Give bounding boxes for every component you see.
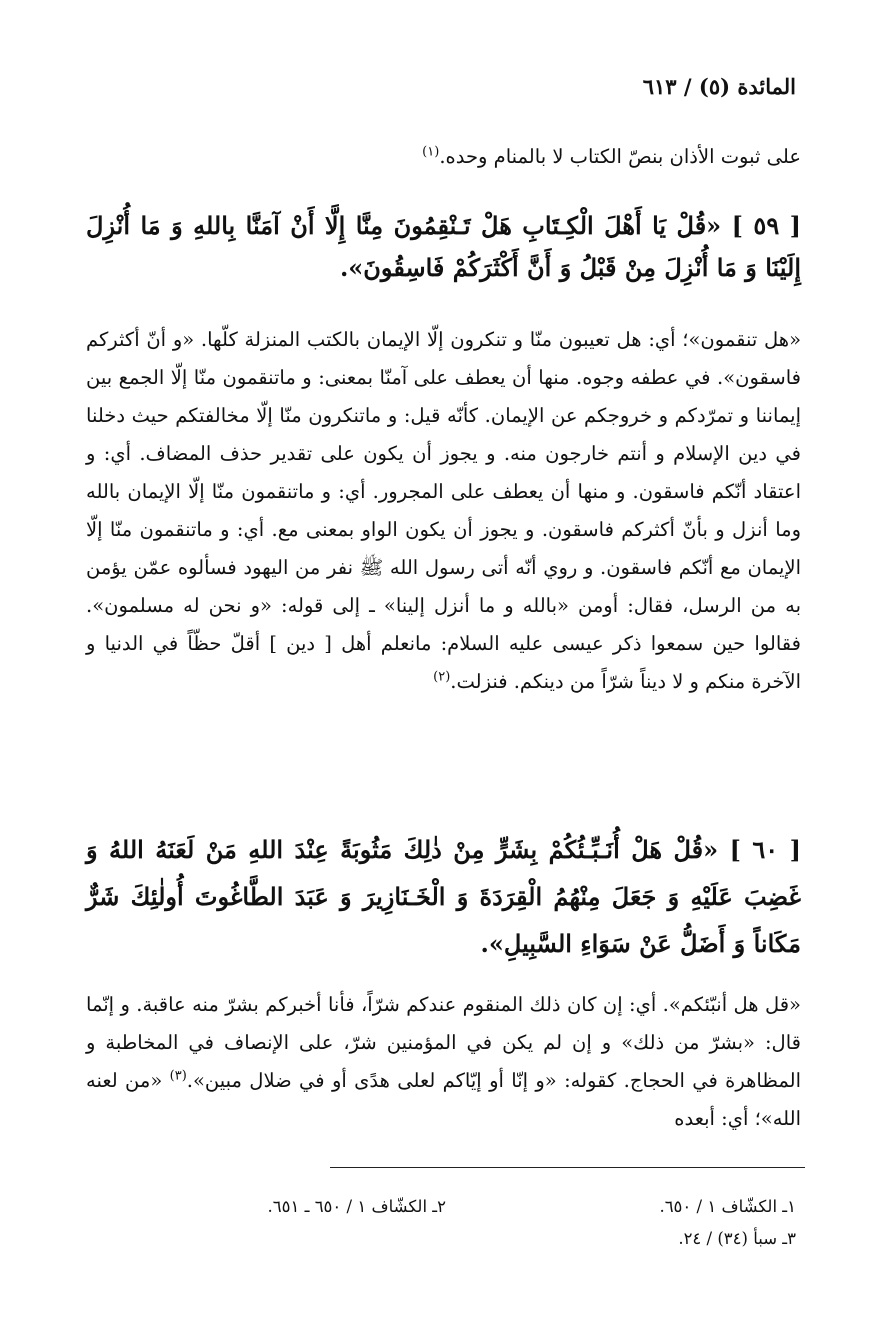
footnote-3: ٣ـ سبأ (٣٤) / ٢٤. [678, 1229, 796, 1248]
commentary-59 [86, 321, 801, 701]
commentary-59-text: «هل تنقمون»؛ أي: هل تعيبون منّا و تنكرون إلّا الإيمان بالكتب المنزلة كلّها. «و أنّ أكثركم فاسقون». في عطفه وجوه. منها أن يعطف على آمنّا بمعنى: و ماتنقمون منّا إلّا الجمع بين إيماننا و تمرّدكم و خروجكم عن الإيمان. كأنّه قيل: و ماتنكرون منّا إلّا مخالفتكم حيث دخلنا في دين الإسلام و أنتم خارجون منه. و يجوز أن يكون على تقدير حذف المضاف. أي: و اعتقاد أنّكم فاسقون. و منها أن يعطف على المجرور. أي: و ماتنقمون منّا إلّا الإيمان بالله وما أنزل و بأنّ أكثركم فاسقون. و يجوز أن يكون الواو بمعنى مع. أي: و ماتنقمون منّا إلّا الإيمان مع أنّكم فاسقون. و روي أنّه أتى رسول الله ﷺ نفر من اليهود فسألوه عمّن يؤمن به من الرسل، فقال: أومن «بالله و ما أنزل إلينا» ـ إلى قوله: «و نحن له مسلمون». فقالوا حين سمعوا ذكر عيسى عليه السلام: مانعلم أهل [ دين ] أقلّ حظّاً في الدنيا و الآخرة منكم و لا ديناً شرّاً من دينكم. فنزلت. [86, 328, 801, 693]
running-header: المائدة (٥) / ٦١٣ [642, 74, 796, 99]
footnote-2: ٢ـ الكشّاف ١ / ٦٥٠ ـ ٦٥١. [267, 1197, 446, 1216]
commentary-60 [86, 986, 801, 1138]
intro-text: على ثبوت الأذان بنصّ الكتاب لا بالمنام وحده. [439, 145, 801, 168]
intro-paragraph [86, 138, 801, 176]
commentary-60-continuation: «من لعنه الله»؛ أي: أبعده [86, 1069, 801, 1130]
verse-59: [ ٥٩ ] «قُلْ يَا أَهْلَ الْكِـتَابِ هَلْ تَـنْقِمُونَ مِنَّا إِلَّا أَنْ آمَنَّا بِاللهِ وَ مَا أُنْزِلَ إِلَيْنَا وَ مَا أُنْزِلَ مِنْ قَبْلُ وَ أَنَّ أَكْثَرَكُمْ فَاسِقُونَ». [86, 211, 802, 282]
commentary-60-text: «قل هل أنبّئكم». أي: إن كان ذلك المنقوم عندكم شرّاً، فأنا أخبركم بشرّ منه عاقبة. و إنّما قال: «بشرّ من ذلك» و إن لم يكن في المؤمنين شرّ، على الإنصاف في المخاطبة و المظاهرة في الحجاج. كقوله: «و إنّا أو إيّاكم لعلى هدًى أو في ضلال مبين». [86, 993, 802, 1092]
verse-60: [ ٦٠ ] «قُلْ هَلْ أُنَـبِّـئُكُمْ بِشَرٍّ مِنْ ذٰلِكَ مَثُوبَةً عِنْدَ اللهِ مَنْ لَعَنَهُ اللهُ وَ غَضِبَ عَلَيْهِ وَ جَعَلَ مِنْهُمُ الْقِرَدَةَ وَ الْخَـنَازِيرَ وَ عَبَدَ الطَّاغُوتَ أُولٰئِكَ شَرٌّ مَكَاناً وَ أَضَلُّ عَنْ سَوَاءِ السَّبِيلِ». [86, 835, 801, 958]
footnote-divider [330, 1167, 805, 1168]
footnote-ref-2: (٢) [433, 669, 451, 685]
footnote-ref-1: (١) [422, 144, 440, 160]
footnote-ref-3: (٣) [169, 1068, 187, 1084]
footnote-1: ١ـ الكشّاف ١ / ٦٥٠. [659, 1197, 796, 1216]
